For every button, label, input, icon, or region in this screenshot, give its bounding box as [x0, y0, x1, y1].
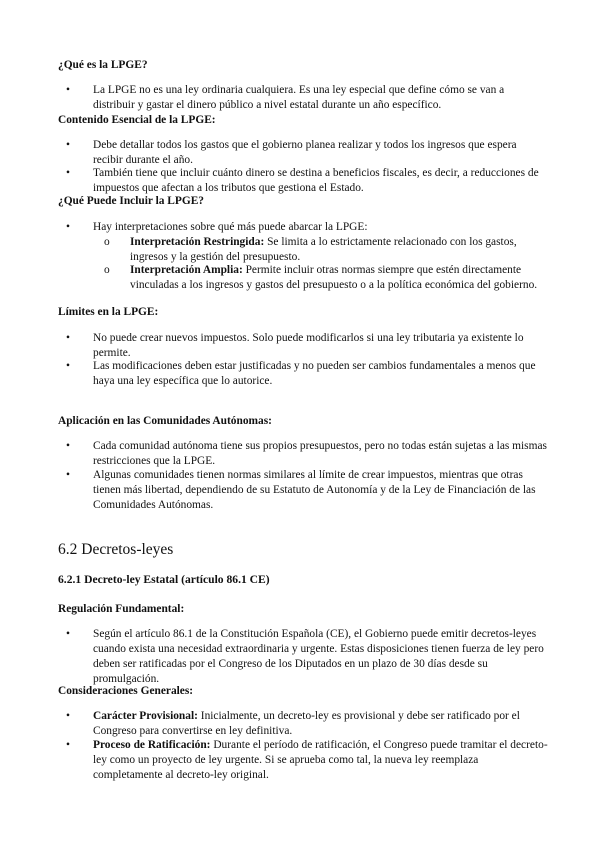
sub-list-item-label: Interpretación Amplia:	[130, 264, 243, 276]
sub-list-item-body: Permite incluir otras normas siempre que estén directamente vinculadas a los ingresos y gastos del presupuesto o a la política económica del gobierno.	[130, 264, 538, 291]
list-item-label: Carácter Provisional:	[93, 710, 198, 722]
list-item-text: También tiene que incluir cuánto dinero se destina a beneficios fiscales, es decir, a reducciones de impuestos que afectan a los tributos que gestiona el Estado.	[93, 167, 539, 194]
section-title-decretos-leyes: 6.2 Decretos-leyes	[58, 541, 174, 558]
section-heading-contenido: Contenido Esencial de la LPGE:	[58, 114, 216, 126]
section-heading-consideraciones: Consideraciones Generales:	[58, 685, 194, 697]
list-item	[58, 83, 548, 113]
section-heading-limites: Límites en la LPGE:	[58, 306, 159, 318]
list-item-text: No puede crear nuevos impuestos. Solo puede modificarlos si una ley tributaria ya existente lo permite.	[93, 332, 524, 359]
section-heading-que-puede: ¿Qué Puede Incluir la LPGE?	[58, 195, 204, 207]
section-heading-aplicacion: Aplicación en las Comunidades Autónomas:	[58, 415, 272, 427]
bullet-icon: •	[66, 332, 70, 344]
list-item	[58, 138, 548, 168]
sub-list-item	[101, 263, 548, 293]
list-item	[58, 359, 548, 389]
bullet-icon: •	[66, 469, 70, 481]
bullet-icon: •	[66, 139, 70, 151]
list-item	[58, 439, 548, 469]
section-heading-que-es: ¿Qué es la LPGE?	[58, 59, 148, 71]
sub-list-item	[101, 235, 548, 265]
section-heading-regulacion: Regulación Fundamental:	[58, 603, 185, 615]
list-item-text: Las modificaciones deben estar justificadas y no pueden ser cambios fundamentales a menos que haya una ley específica que lo autorice.	[93, 360, 536, 387]
bullet-icon: •	[66, 628, 70, 640]
bullet-icon: •	[66, 84, 70, 96]
list-item-text: Algunas comunidades tienen normas similares al límite de crear impuestos, mientras que otras tienen más libertad, dependiendo de su Estatuto de Autonomía y de la Ley de Financiación de las Comunidades Autónomas.	[93, 469, 536, 511]
bullet-icon: •	[66, 710, 70, 722]
list-item-text: Según el artículo 86.1 de la Constitución Española (CE), el Gobierno puede emitir decretos-leyes cuando exista una necesidad extraordinaria y urgente. Estas disposiciones tienen fuerza de ley pero deben ser ratificadas por el Congreso de los Diputados en un plazo de 30 días desde su promulgación.	[93, 628, 544, 685]
bullet-icon: •	[66, 440, 70, 452]
circle-bullet-icon: o	[104, 264, 110, 276]
list-item-text: Debe detallar todos los gastos que el gobierno planea realizar y todos los ingresos que espera recibir durante el año.	[93, 139, 517, 166]
list-item	[58, 709, 548, 739]
subsection-title-decreto-ley-estatal: 6.2.1 Decreto-ley Estatal (artículo 86.1 CE)	[58, 573, 270, 586]
bullet-icon: •	[66, 167, 70, 179]
list-item-text: La LPGE no es una ley ordinaria cualquiera. Es una ley especial que define cómo se van a distribuir y gastar el dinero público a nivel estatal durante un año específico.	[93, 84, 505, 111]
list-item-body: Durante el período de ratificación, el Congreso puede tramitar el decreto-ley como un proyecto de ley urgente. Si se aprueba como tal, la nueva ley reemplaza completamente al decreto-ley original.	[93, 739, 548, 781]
list-item-text	[93, 738, 548, 783]
list-item-body: Inicialmente, un decreto-ley es provisional y debe ser ratificado por el Congreso para convertirse en ley definitiva.	[93, 710, 520, 737]
list-item-label: Proceso de Ratificación:	[93, 739, 211, 751]
sub-list-item-text	[130, 235, 548, 265]
list-item	[58, 468, 548, 513]
sub-list-item-label: Interpretación Restringida:	[130, 236, 265, 248]
bullet-icon: •	[66, 739, 70, 751]
list-item	[58, 627, 548, 687]
bullet-icon: •	[66, 221, 70, 233]
list-item-text	[93, 709, 548, 739]
list-item	[58, 220, 548, 235]
list-item	[58, 166, 548, 196]
circle-bullet-icon: o	[104, 236, 110, 248]
bullet-icon: •	[66, 360, 70, 372]
list-item-text: Cada comunidad autónoma tiene sus propios presupuestos, pero no todas están sujetas a las mismas restricciones que la LPGE.	[93, 440, 547, 467]
list-item-text: Hay interpretaciones sobre qué más puede abarcar la LPGE:	[93, 221, 368, 233]
sub-list-item-text	[130, 263, 548, 293]
list-item	[58, 331, 548, 361]
sub-list-item-body: Se limita a lo estrictamente relacionado con los gastos, ingresos y la gestión del presupuesto.	[130, 236, 517, 263]
list-item	[58, 738, 548, 783]
